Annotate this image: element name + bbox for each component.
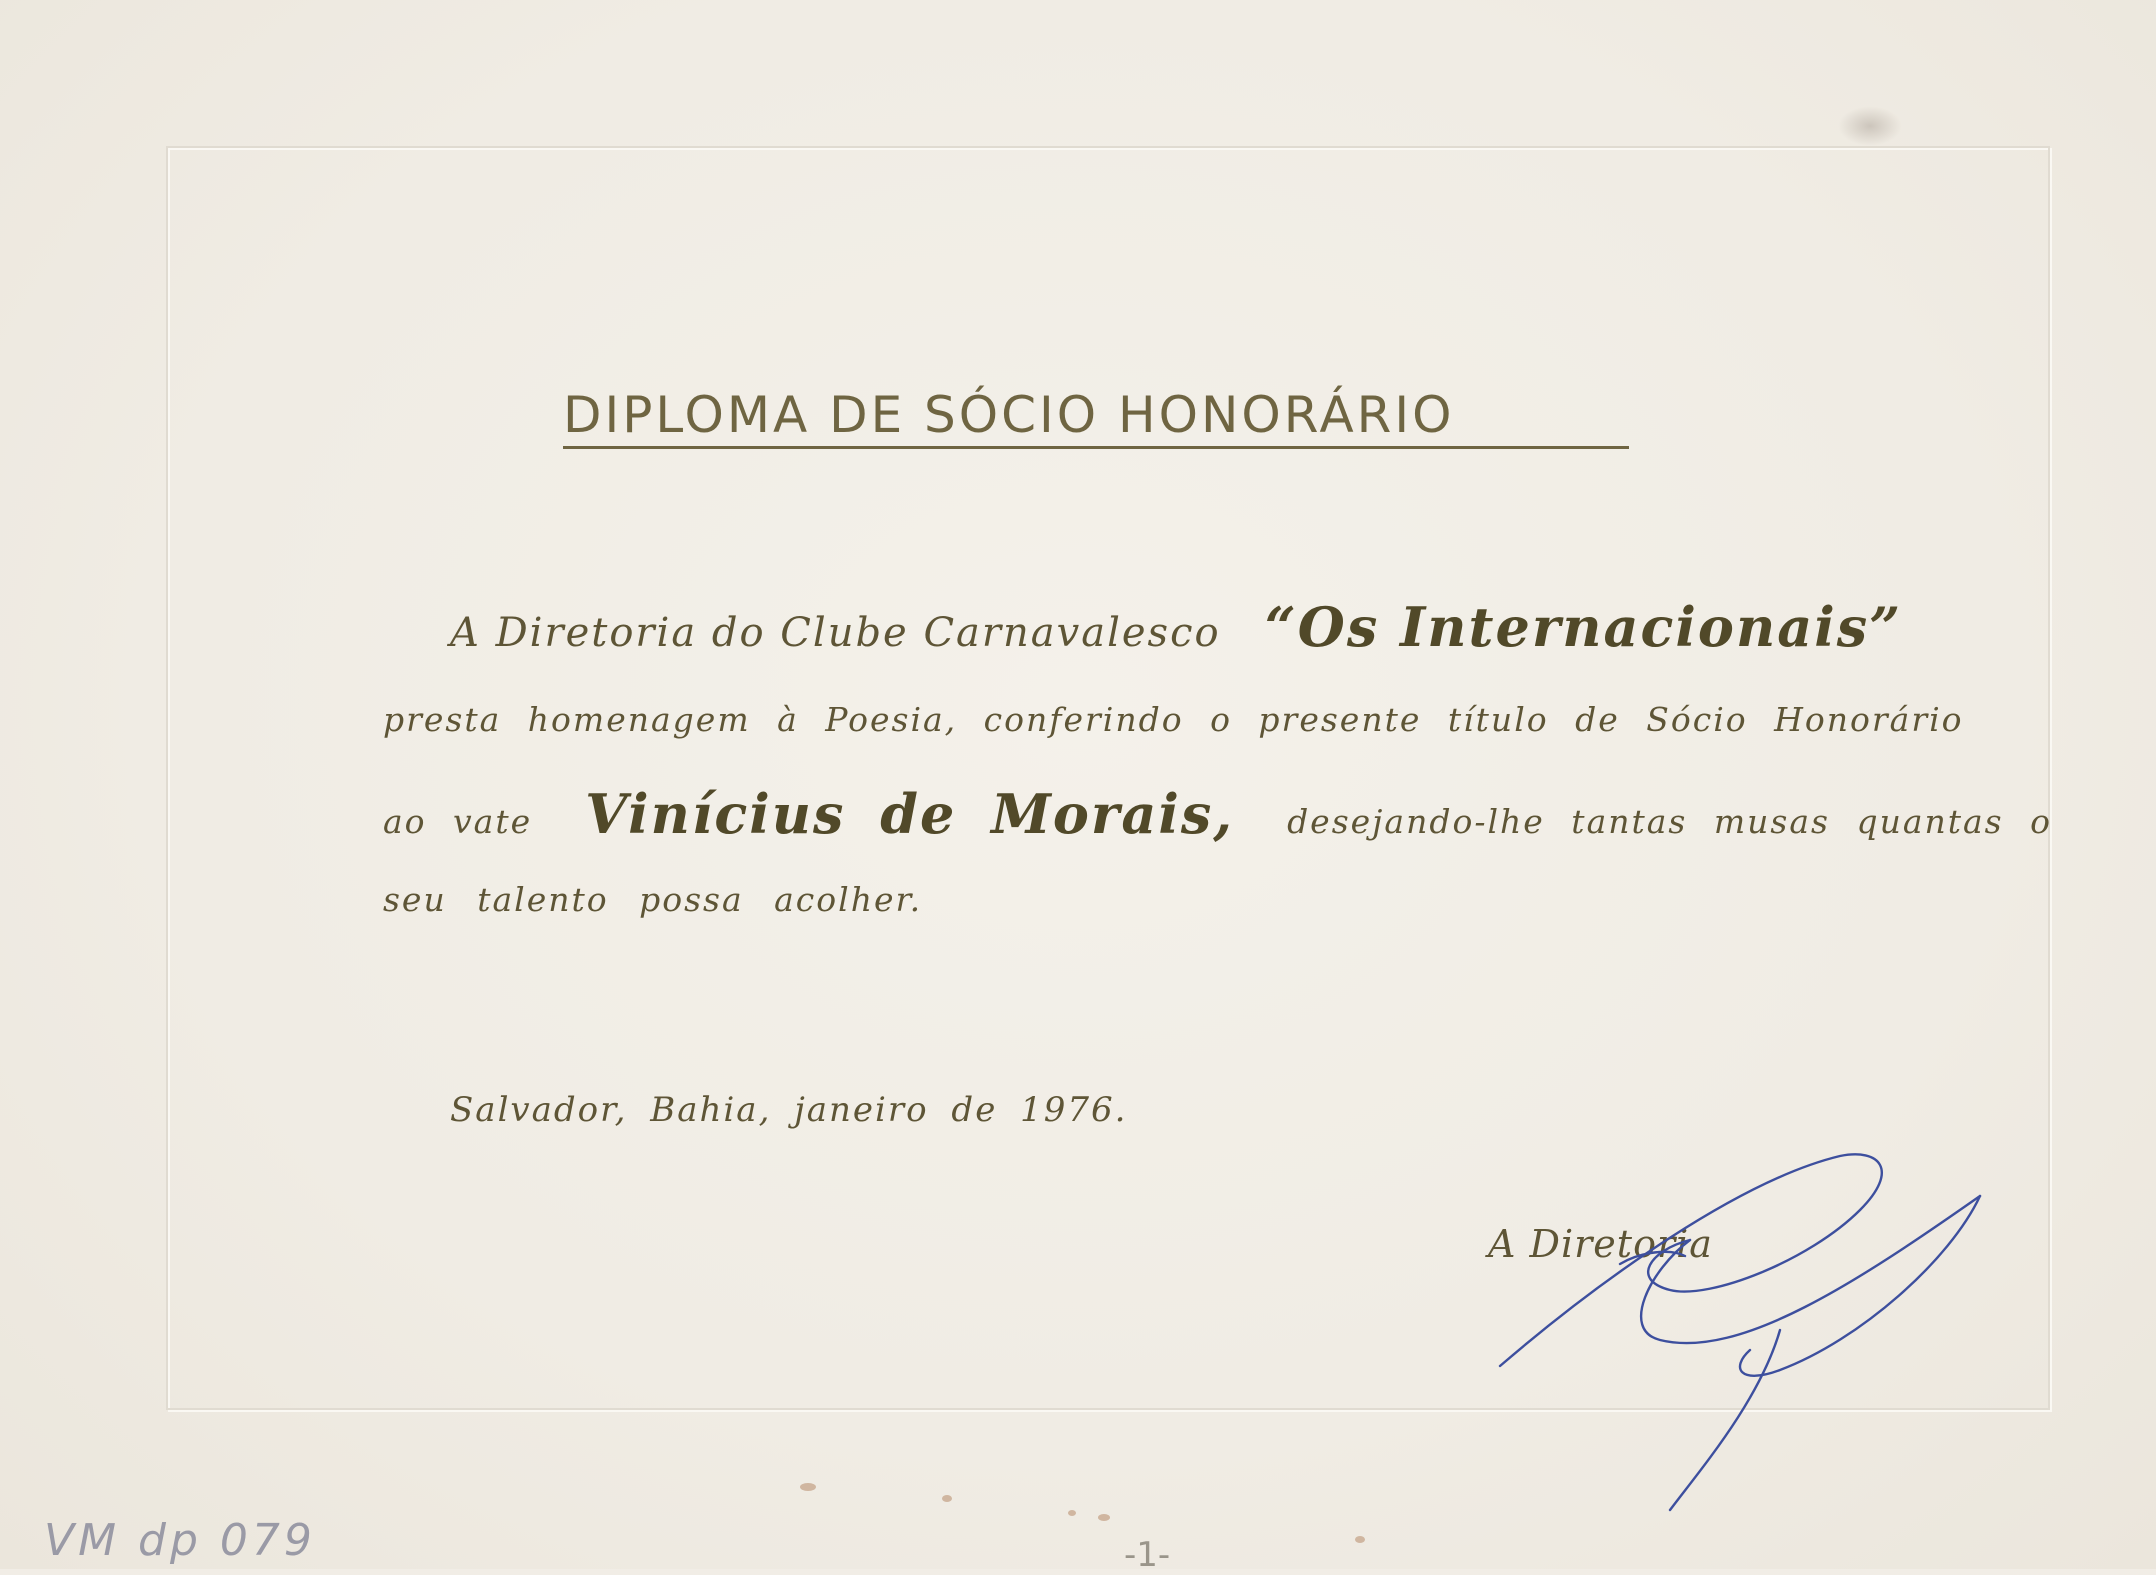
body-line-4: seu talento possa acolher. bbox=[383, 880, 923, 919]
title-underline bbox=[563, 446, 1629, 449]
club-name: “Os Internacionais” bbox=[1264, 595, 1903, 659]
body-line-3 bbox=[383, 782, 2052, 846]
foxing-spot bbox=[1068, 1510, 1076, 1516]
body-line-1 bbox=[450, 595, 1902, 659]
honoree-name: Vinícius de Morais, bbox=[585, 782, 1235, 846]
foxing-spot bbox=[1355, 1536, 1365, 1543]
body-line-2: presta homenagem à Poesia, conferindo o presente título de Sócio Honorário bbox=[383, 700, 1964, 739]
foxing-spot bbox=[1098, 1514, 1110, 1521]
place-date: Salvador, Bahia, janeiro de 1976. bbox=[450, 1090, 1128, 1130]
signoff-text: A Diretoria bbox=[1488, 1222, 1713, 1266]
paper-smudge bbox=[1838, 106, 1902, 146]
handwritten-signature bbox=[1480, 1140, 2000, 1520]
vate-text: ao vate bbox=[383, 802, 533, 841]
foxing-spot bbox=[942, 1495, 952, 1502]
diploma-title: DIPLOMA DE SÓCIO HONORÁRIO bbox=[563, 386, 1455, 444]
foxing-spot bbox=[800, 1483, 816, 1491]
wish-text: desejando-lhe tantas musas quantas o bbox=[1287, 802, 2052, 841]
page-number-mark: -1- bbox=[1124, 1535, 1171, 1575]
diretoria-intro: A Diretoria do Clube Carnavalesco bbox=[450, 610, 1221, 656]
archive-reference: VM dp 079 bbox=[44, 1515, 316, 1566]
